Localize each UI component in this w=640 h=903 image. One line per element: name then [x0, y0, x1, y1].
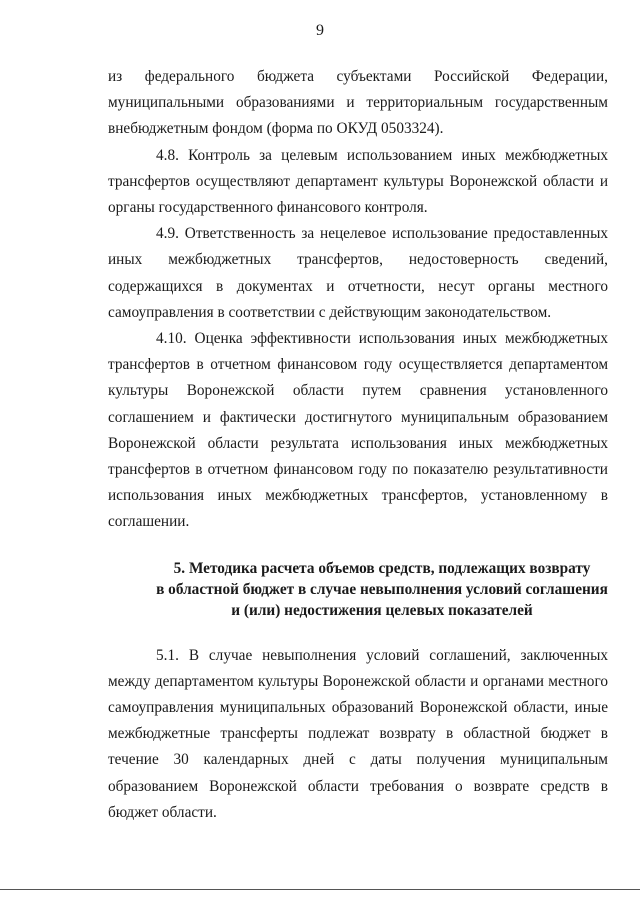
paragraph-4-9: 4.9. Ответственность за нецелевое использование предоставленных иных межбюджетных трансфертов, недостоверность сведений, содержащихся в документах и отчетности, несут органы местного самоуправления в соответствии с действующим законодательством. — [108, 225, 608, 321]
paragraph-4-10: 4.10. Оценка эффективности использования иных межбюджетных трансфертов в отчетном финансовом году осуществляется департаментом культуры Воронежской области путем сравнения установленного соглашением и фактически достигнутого муниципальным образованием Воронежской области результата использования иных межбюджетных трансфертов в отчетном финансовом году по показателю результативности использования иных межбюджетных трансфертов, установленному в соглашении. — [108, 330, 608, 531]
page-number: 9 — [316, 22, 324, 39]
footer-divider — [0, 889, 640, 890]
paragraph-5-1: 5.1. В случае невыполнения условий соглашений, заключенных между департаментом культуры Воронежской области и органами местного самоуправления муниципальных образований Воронежской области, иные межбюджетные трансферты подлежат возврату в областной бюджет в течение 30 календарных дней с даты получения муниципальным образованием Воронежской области требования о возврате средств в бюджет области. — [108, 646, 608, 821]
section-heading-line: в областной бюджет в случае невыполнения условий соглашения — [156, 580, 608, 598]
paragraph-continuation: из федерального бюджета субъектами Российской Федерации, муниципальными образованиями и территориальным государственным внебюджетным фондом (форма по ОКУД 0503324). — [108, 68, 608, 138]
document-body — [108, 64, 608, 826]
section-5-heading — [108, 558, 608, 621]
section-heading-line: и (или) недостижения целевых показателей — [231, 601, 533, 619]
paragraph-4-8: 4.8. Контроль за целевым использованием иных межбюджетных трансфертов осуществляют департамент культуры Воронежской области и органы государственного финансового контроля. — [108, 146, 608, 217]
section-heading-line: 5. Методика расчета объемов средств, подлежащих возврату — [173, 559, 591, 577]
